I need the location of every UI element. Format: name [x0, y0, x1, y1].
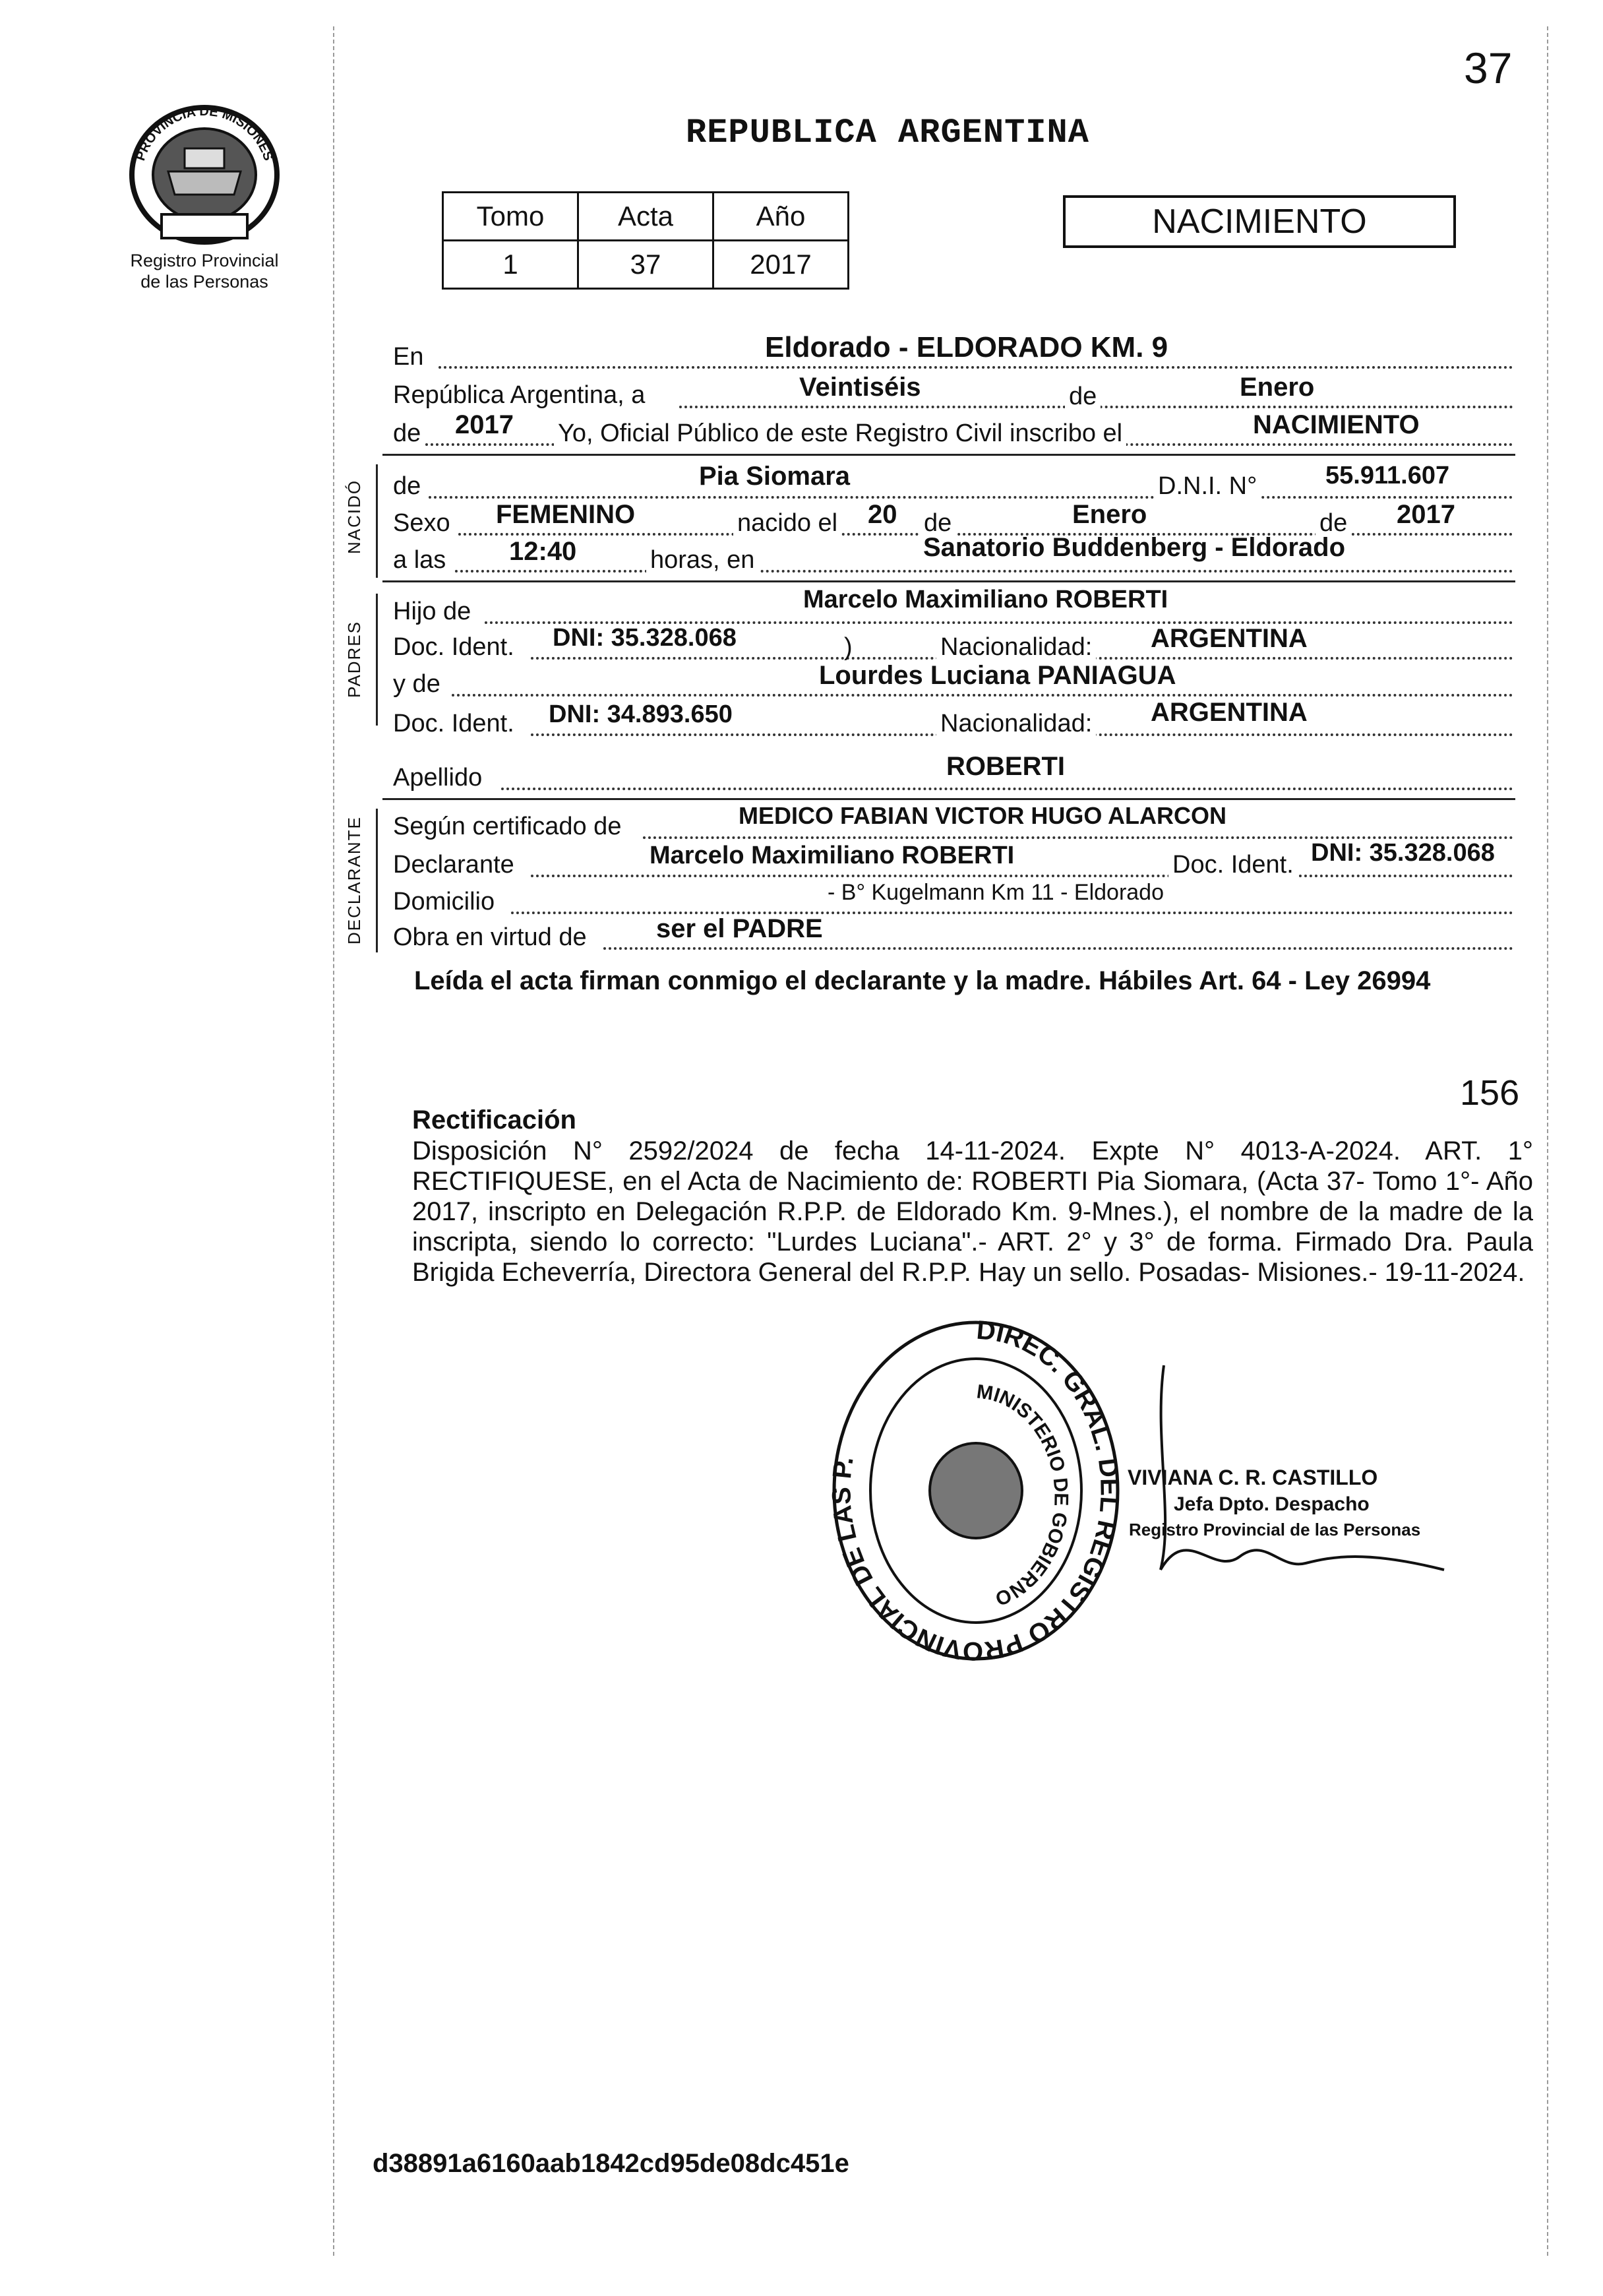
father-doc-label: Doc. Ident.	[393, 633, 514, 661]
document-type-box	[1063, 195, 1456, 248]
sexo-value: FEMENINO	[496, 500, 636, 529]
mother-name: Lourdes Luciana PANIAGUA	[819, 661, 1176, 690]
father-doc: DNI: 35.328.068	[553, 624, 737, 652]
mother-doc: DNI: 34.893.650	[549, 700, 733, 728]
anio-header: Año	[713, 193, 849, 241]
republic-label: República Argentina, a	[393, 381, 646, 409]
svg-text:MINISTERIO DE GOBIERNO: MINISTERIO DE GOBIERNO	[975, 1381, 1072, 1610]
closing-statement: Leída el acta firman conmigo el declarante y la madre. Hábiles Art. 64 - Ley 26994	[414, 966, 1431, 995]
place-value: Eldorado - ELDORADO KM. 9	[765, 331, 1168, 363]
mother-nat-label: Nacionalidad:	[936, 710, 1096, 738]
father-nat-label: Nacionalidad:	[936, 633, 1096, 662]
signature-title: Jefa Dpto. Despacho	[1174, 1493, 1370, 1515]
birth-de-label: de	[920, 509, 955, 538]
record-table	[442, 191, 849, 290]
svg-text:DIREC. GRAL. DEL REGISTRO PROV: DIREC. GRAL. DEL REGISTRO PROVINCIAL DE LAS P.	[828, 1315, 1124, 1662]
acta-header: Acta	[578, 193, 713, 241]
declarante-label: Declarante	[393, 851, 514, 879]
apellido-value: ROBERTI	[946, 752, 1065, 781]
declarante-doc: DNI: 35.328.068	[1311, 839, 1495, 867]
month-value: Enero	[1240, 373, 1315, 402]
horas-label: horas, en	[646, 546, 758, 574]
country-title: REPUBLICA ARGENTINA	[686, 113, 1089, 152]
left-margin-line	[333, 26, 334, 2256]
year-value: 2017	[455, 410, 514, 439]
child-name: Pia Siomara	[699, 462, 851, 491]
rectificacion-number: 156	[1460, 1073, 1520, 1113]
dni-label: D.N.I. N°	[1154, 472, 1261, 501]
birth-de-label-2: de	[1316, 509, 1351, 538]
registry-caption-2: de las Personas	[140, 272, 268, 292]
birth-month: Enero	[1072, 500, 1147, 529]
father-nationality: ARGENTINA	[1151, 624, 1308, 653]
nacido-side-label: NACIDÓ	[344, 479, 364, 554]
cert-label: Según certificado de	[393, 813, 622, 840]
rectificacion-title: Rectificación	[412, 1105, 576, 1134]
anio-value: 2017	[713, 241, 849, 289]
hijo-label: Hijo de	[393, 598, 471, 625]
domicilio-value: - B° Kugelmann Km 11 - Eldorado	[828, 880, 1164, 905]
apellido-label: Apellido	[393, 764, 483, 791]
birth-year: 2017	[1397, 500, 1455, 529]
registry-caption-1: Registro Provincial	[130, 251, 279, 270]
child-dni: 55.911.607	[1325, 462, 1450, 489]
nacido-el-label: nacido el	[733, 509, 841, 538]
nacido-de-label: de	[393, 472, 421, 500]
cert-value: MEDICO FABIAN VICTOR HUGO ALARCON	[739, 802, 1227, 829]
signature-name: VIVIANA C. R. CASTILLO	[1128, 1466, 1378, 1489]
domicilio-label: Domicilio	[393, 888, 495, 915]
mother-nationality: ARGENTINA	[1151, 698, 1308, 727]
alas-label: a las	[393, 546, 446, 574]
signature-office: Registro Provincial de las Personas	[1129, 1520, 1421, 1539]
document-type: NACIMIENTO	[1152, 202, 1367, 241]
declarante-doc-label: Doc. Ident.	[1168, 851, 1298, 879]
padres-side-label: PADRES	[344, 621, 364, 698]
rectificacion-text: Disposición N° 2592/2024 de fecha 14-11-2024. Expte N° 4013-A-2024. ART. 1° RECTIFIQUESE, en el Acta de Nacimiento de: ROBERTI Pia Siomara, (Acta 37- Tomo 1°- Año 2017, inscripto en Delegación R.P.P. de Eldorado Km. 9-Mnes.), el nombre de la madre de la inscripta, siendo lo correcto: "Lurdes Luciana".- ART. 2° y 3° de forma. Firmado Dra. Paula Brigida Echeverría, Directora General del R.P.P. Hay un sello. Posadas- Misiones.- 19-11-2024.	[412, 1136, 1533, 1287]
mother-doc-label: Doc. Ident.	[393, 710, 514, 737]
page-number: 37	[1464, 44, 1513, 92]
birth-place: Sanatorio Buddenberg - Eldorado	[923, 533, 1346, 562]
de-label-1: de	[1065, 383, 1101, 411]
father-doc-paren: )	[844, 633, 853, 661]
obra-label: Obra en virtud de	[393, 923, 587, 951]
obra-value: ser el PADRE	[656, 914, 823, 943]
event-value: NACIMIENTO	[1253, 410, 1420, 439]
tomo-value: 1	[443, 241, 578, 289]
svg-text:PROVINCIA DE MISIONES: PROVINCIA DE MISIONES	[133, 104, 276, 163]
yde-label: y de	[393, 670, 440, 698]
document-hash: d38891a6160aab1842cd95de08dc451e	[373, 2149, 849, 2178]
birth-day: 20	[868, 500, 897, 529]
declarante-name: Marcelo Maximiliano ROBERTI	[650, 842, 1015, 869]
sexo-label: Sexo	[393, 509, 450, 537]
declarante-side-label: DECLARANTE	[344, 816, 364, 945]
de-label-2: de	[393, 419, 421, 447]
intro-statement: Yo, Oficial Público de este Registro Civil inscribo el	[554, 419, 1126, 448]
birth-time: 12:40	[509, 537, 577, 566]
tomo-header: Tomo	[443, 193, 578, 241]
acta-value: 37	[578, 241, 713, 289]
right-margin-line	[1547, 26, 1548, 2256]
registry-emblem	[122, 102, 287, 247]
day-words: Veintiséis	[799, 373, 921, 402]
official-stamp	[828, 1313, 1124, 1662]
en-label: En	[393, 343, 424, 371]
father-name: Marcelo Maximiliano ROBERTI	[803, 586, 1168, 613]
